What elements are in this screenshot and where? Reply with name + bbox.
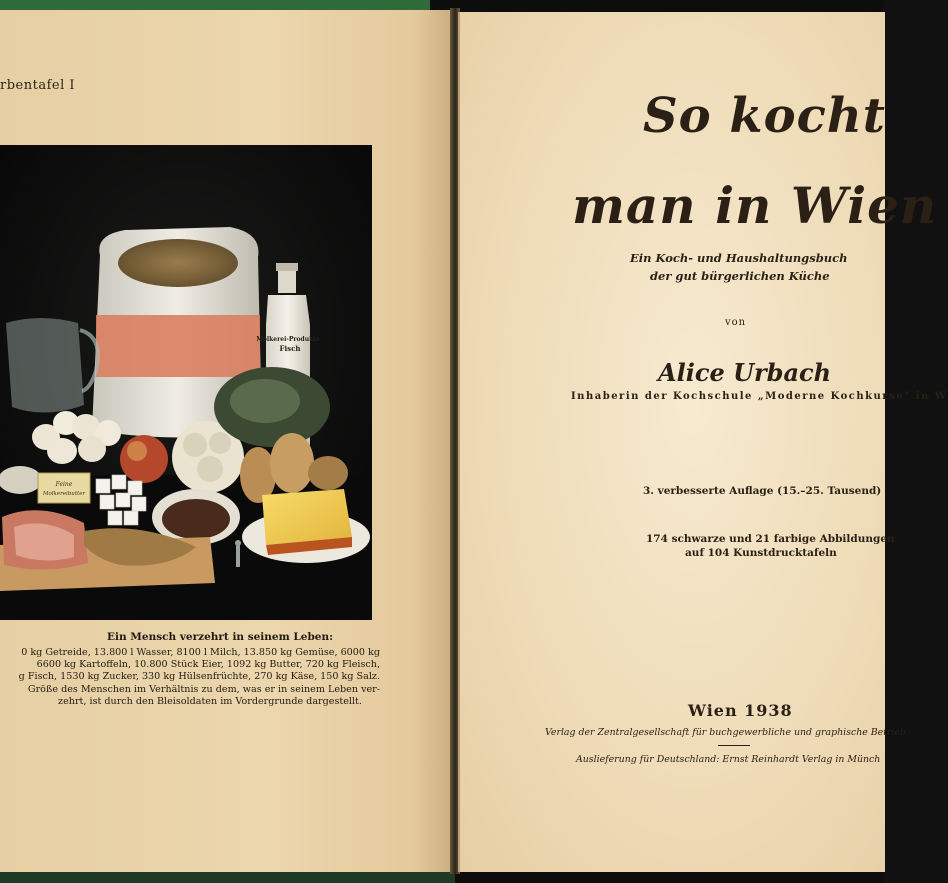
svg-text:Molkerei-Produkte: Molkerei-Produkte (256, 336, 320, 343)
svg-text:Molkereibutter: Molkereibutter (42, 491, 86, 497)
book-title-line1: So kocht (643, 88, 886, 144)
cover-edge-bottom (0, 872, 455, 883)
caption-title: Ein Mensch verzehrt in seinem Leben: (107, 631, 333, 643)
svg-text:Fisch: Fisch (279, 344, 301, 353)
water-jug (6, 318, 84, 413)
plate-label: rbentafel I (0, 78, 76, 93)
subtitle-line2: der gut bürgerlichen Küche (650, 269, 830, 283)
publisher-line: Verlag der Zentralgesellschaft für buchgewerbliche und graphische Betrieb (545, 727, 907, 738)
caption-line: zehrt, ist durch den Bleisoldaten im Vordergrunde dargestellt. (58, 695, 362, 707)
author-affiliation: Inhaberin der Kochschule „Moderne Kochkurse" in W (571, 391, 948, 402)
divider-rule (718, 745, 750, 746)
place-year: Wien 1938 (688, 701, 793, 720)
illustrations-line2: auf 104 Kunstdrucktafeln (685, 547, 837, 559)
author-name: Alice Urbach (658, 358, 832, 387)
food-still-life-image (0, 145, 372, 620)
by-label: von (725, 317, 747, 328)
food-photograph (0, 145, 372, 620)
cheese-wedge (262, 489, 352, 545)
edition-note: 3. verbesserte Auflage (15.–25. Tausend) (643, 485, 882, 497)
caption-line: 0 kg Getreide, 13.800 l Wasser, 8100 l Milch, 13.850 kg Gemüse, 6000 kg (21, 647, 380, 658)
caption-line: g Fisch, 1530 kg Zucker, 330 kg Hülsenfrüchte, 270 kg Käse, 150 kg Salz. (18, 671, 380, 683)
caption-line: Größe des Menschen im Verhältnis zu dem, was er in seinem Leben ver- (27, 683, 380, 695)
caption-body (0, 647, 380, 708)
svg-text:Feine: Feine (55, 481, 73, 488)
caption-line: 6600 kg Kartoffeln, 10.800 Stück Eier, 1092 kg Butter, 720 kg Fleisch, (36, 659, 380, 671)
subtitle-line1: Ein Koch- und Haushaltungsbuch (630, 251, 848, 265)
illustrations-line1: 174 schwarze und 21 farbige Abbildungen (646, 533, 895, 545)
book-title-line2: man in Wien (572, 176, 938, 235)
delivery-line: Auslieferung für Deutschland: Ernst Reinhardt Verlag in Münch (576, 754, 881, 765)
